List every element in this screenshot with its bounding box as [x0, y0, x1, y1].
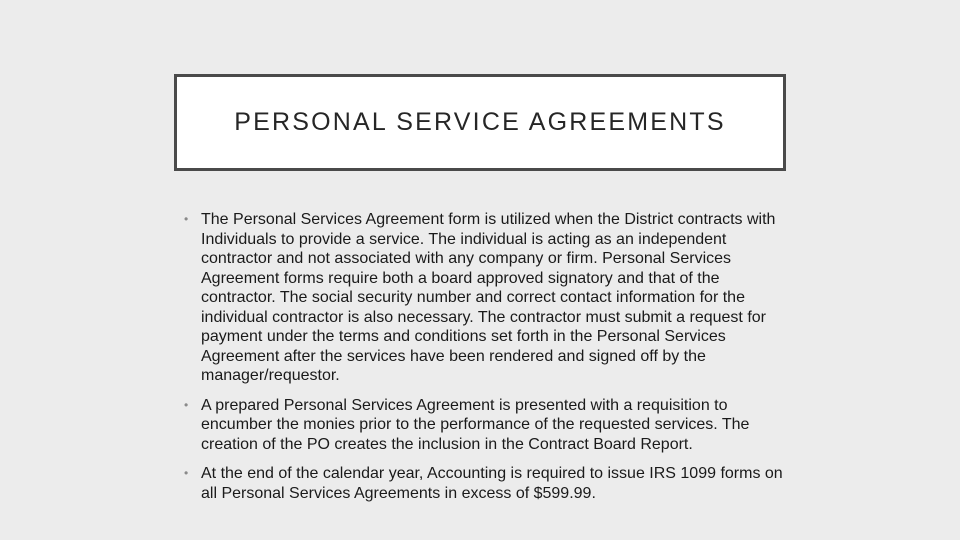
bullet-list: [184, 210, 784, 513]
bullet-dot-icon: •: [184, 397, 189, 412]
title-box: [174, 74, 786, 171]
bullet-dot-icon: •: [184, 466, 189, 480]
bullet-item: [184, 210, 784, 386]
slide-title: PERSONAL SERVICE AGREEMENTS: [234, 108, 726, 136]
bullet-item: [184, 464, 784, 503]
bullet-text: At the end of the calendar year, Accounting is required to issue IRS 1099 forms on all Personal Services Agreements in excess of $599.99.: [201, 465, 783, 502]
bullet-dot-icon: •: [184, 212, 189, 226]
bullet-item: [184, 396, 784, 455]
bullet-text: A prepared Personal Services Agreement is presented with a requisition to encumber the monies prior to the performance of the requested services. The creation of the PO creates the inclusion in the Contract Board Report.: [201, 396, 750, 453]
bullet-text: The Personal Services Agreement form is utilized when the District contracts with Individuals to provide a service. The individual is acting as an independent contractor and not associated with any company or firm. Personal Services Agreement forms require both a board approved signatory and that of the contractor. The social security number and correct contact information for the individual contractor is also necessary. The contractor must submit a request for payment under the terms and conditions set forth in the Personal Services Agreement after the services have been rendered and signed off by the manager/requestor.: [201, 211, 776, 384]
